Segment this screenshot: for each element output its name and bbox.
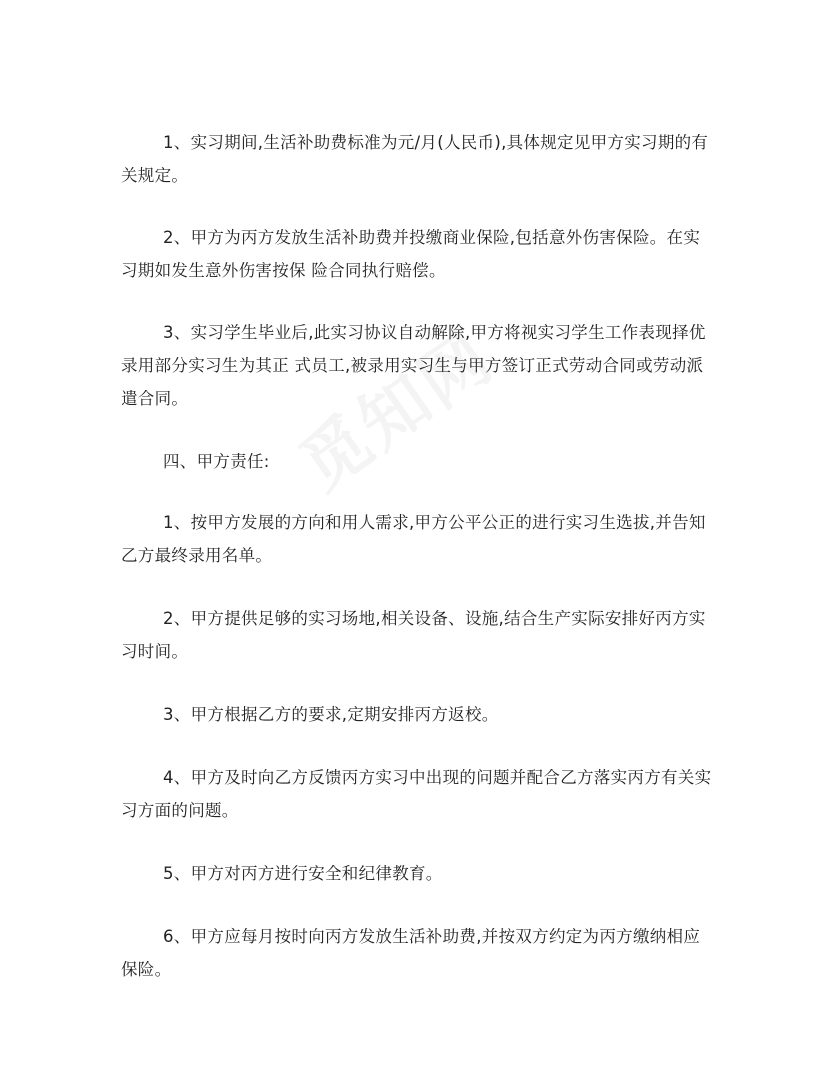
paragraph-6: 3、甲方根据乙方的要求,定期安排丙方返校。 xyxy=(163,705,499,724)
paragraph-5: 2、甲方提供足够的实习场地,相关设备、设施,结合生产实际安排好丙方实习时间。 xyxy=(121,609,706,661)
paragraph-3: 3、实习学生毕业后,此实习协议自动解除,甲方将视实习学生工作表现择优录用部分实习生为其正 式员工,被录用实习生与甲方签订正式劳动合同或劳动派遣合同。 xyxy=(121,323,706,408)
paragraph-4: 1、按甲方发展的方向和用人需求,甲方公平公正的进行实习生选拔,并告知乙方最终录用名单。 xyxy=(121,513,706,565)
section-heading: 四、甲方责任: xyxy=(163,452,270,471)
paragraph-9: 6、甲方应每月按时向丙方发放生活补助费,并按双方约定为丙方缴纳相应保险。 xyxy=(121,927,701,979)
paragraph-8: 5、甲方对丙方进行安全和纪律教育。 xyxy=(163,864,443,883)
paragraph-2: 2、甲方为丙方发放生活补助费并投缴商业保险,包括意外伤害保险。在实习期如发生意外伤害按保 险合同执行赔偿。 xyxy=(121,228,701,280)
document-body xyxy=(121,126,713,1016)
paragraph-1: 1、实习期间,生活补助费标准为元/月(人民币),具体规定见甲方实习期的有关规定。 xyxy=(121,133,709,185)
paragraph-7: 4、甲方及时向乙方反馈丙方实习中出现的问题并配合乙方落实丙方有关实习方面的问题。 xyxy=(121,768,712,820)
